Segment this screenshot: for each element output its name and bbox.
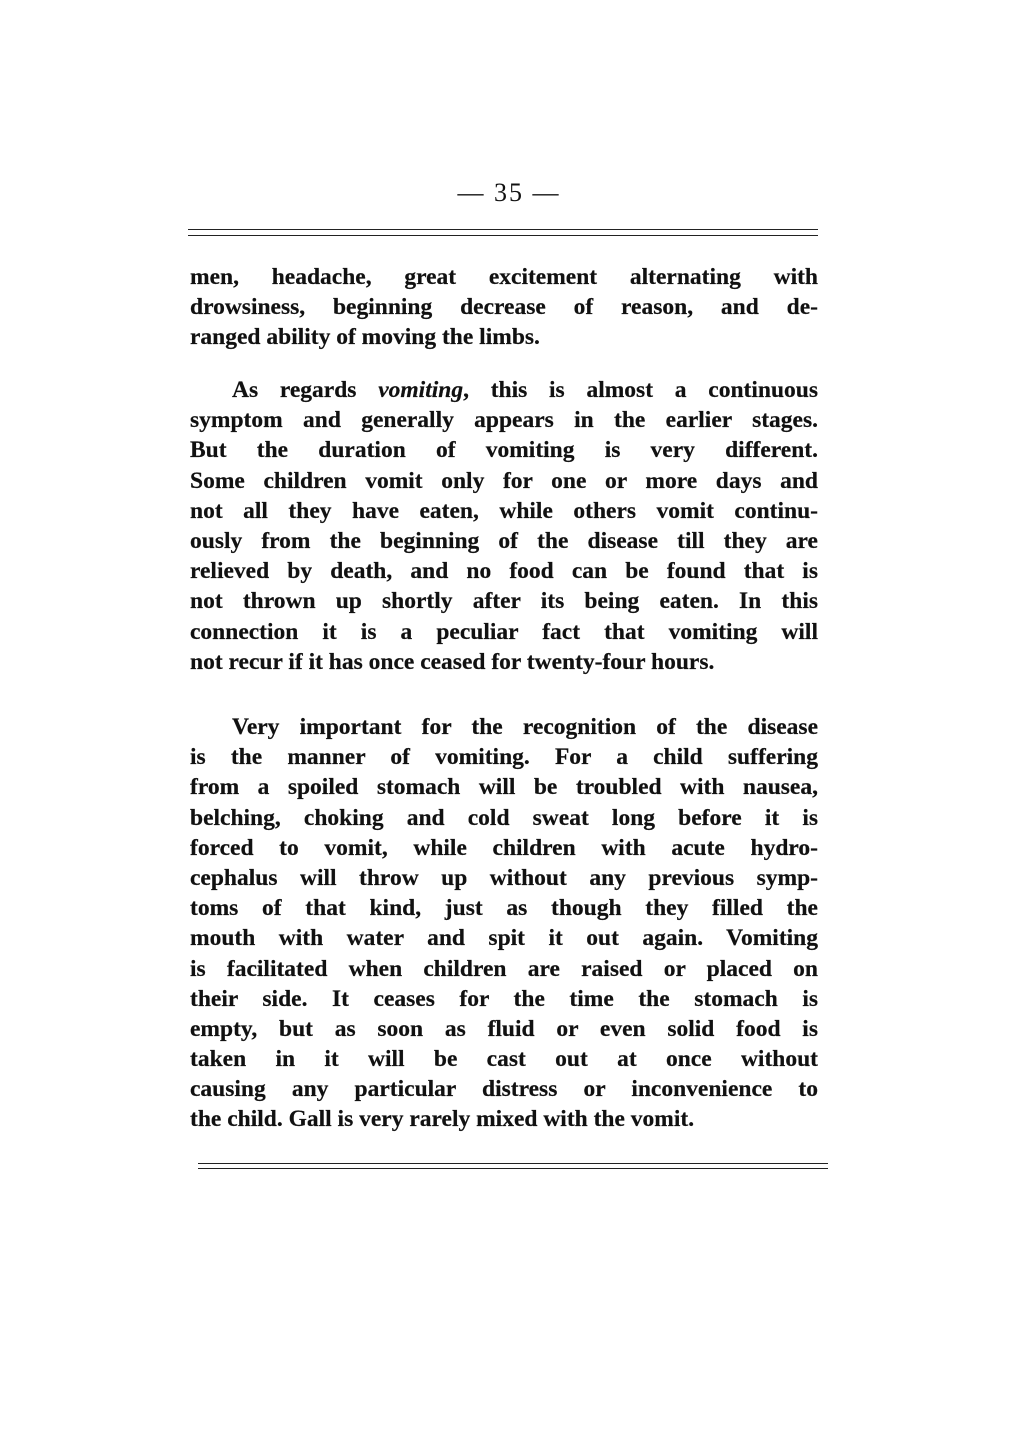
- paragraph-line: relieved by death, and no food can be found that is: [190, 558, 818, 585]
- paragraph-line: But the duration of vomiting is very different.: [190, 437, 818, 464]
- paragraph-line: causing any particular distress or inconvenience to: [190, 1076, 818, 1103]
- paragraph-line: mouth with water and spit it out again. Vomiting: [190, 925, 818, 952]
- paragraph-line: connection it is a peculiar fact that vomiting will: [190, 618, 818, 645]
- paragraph-line: not all they have eaten, while others vomit continu-: [190, 497, 818, 524]
- paragraph-line: taken in it will be cast out at once without: [190, 1046, 818, 1073]
- paragraph-line: [190, 375, 818, 405]
- paragraph-line: cephalus will throw up without any previous symp-: [190, 864, 818, 891]
- paragraph-line: their side. It ceases for the time the stomach is: [190, 985, 818, 1012]
- paragraph-line: Very important for the recognition of the disease: [232, 714, 818, 740]
- paragraph-line: empty, but as soon as fluid or even solid food is: [190, 1015, 818, 1042]
- paragraph-line: ranged ability of moving the limbs.: [190, 324, 540, 351]
- text: As regards: [232, 377, 379, 403]
- paragraph-line: not recur if it has once ceased for twenty-four hours.: [190, 648, 715, 675]
- paragraph-line: forced to vomit, while children with acute hydro-: [190, 834, 818, 861]
- paragraph-line: from a spoiled stomach will be troubled with nausea,: [190, 774, 818, 801]
- paragraph-line: symptom and generally appears in the earlier stages.: [190, 407, 818, 434]
- paragraph-1: [190, 262, 818, 353]
- paragraph-line: Some children vomit only for one or more days and: [190, 467, 818, 494]
- paragraph-2: [190, 375, 818, 677]
- paragraph-line: is the manner of vomiting. For a child suffering: [190, 744, 818, 771]
- paragraph-3: [190, 712, 818, 1135]
- paragraph-line: not thrown up shortly after its being eaten. In this: [190, 588, 818, 615]
- paragraph-line: ously from the beginning of the disease till they are: [190, 527, 818, 554]
- page-number: — 35 —: [457, 178, 561, 207]
- paragraph-line: toms of that kind, just as though they filled the: [190, 895, 818, 922]
- paragraph-line: drowsiness, beginning decrease of reason, and de-: [190, 294, 818, 321]
- footer-rule-bottom: [198, 1168, 828, 1169]
- text: , this is almost a continuous: [463, 377, 818, 403]
- paragraph-line: is facilitated when children are raised or placed on: [190, 955, 818, 982]
- paragraph-line: belching, choking and cold sweat long before it is: [190, 804, 818, 831]
- italic-term: vomiting: [378, 377, 464, 403]
- paragraph-line: men, headache, great excitement alternating with: [190, 264, 818, 290]
- header-rule-top: [188, 229, 818, 230]
- paragraph-line: the child. Gall is very rarely mixed with the vomit.: [190, 1106, 695, 1133]
- header-rule-bottom: [188, 235, 818, 236]
- footer-rule-top: [198, 1163, 828, 1164]
